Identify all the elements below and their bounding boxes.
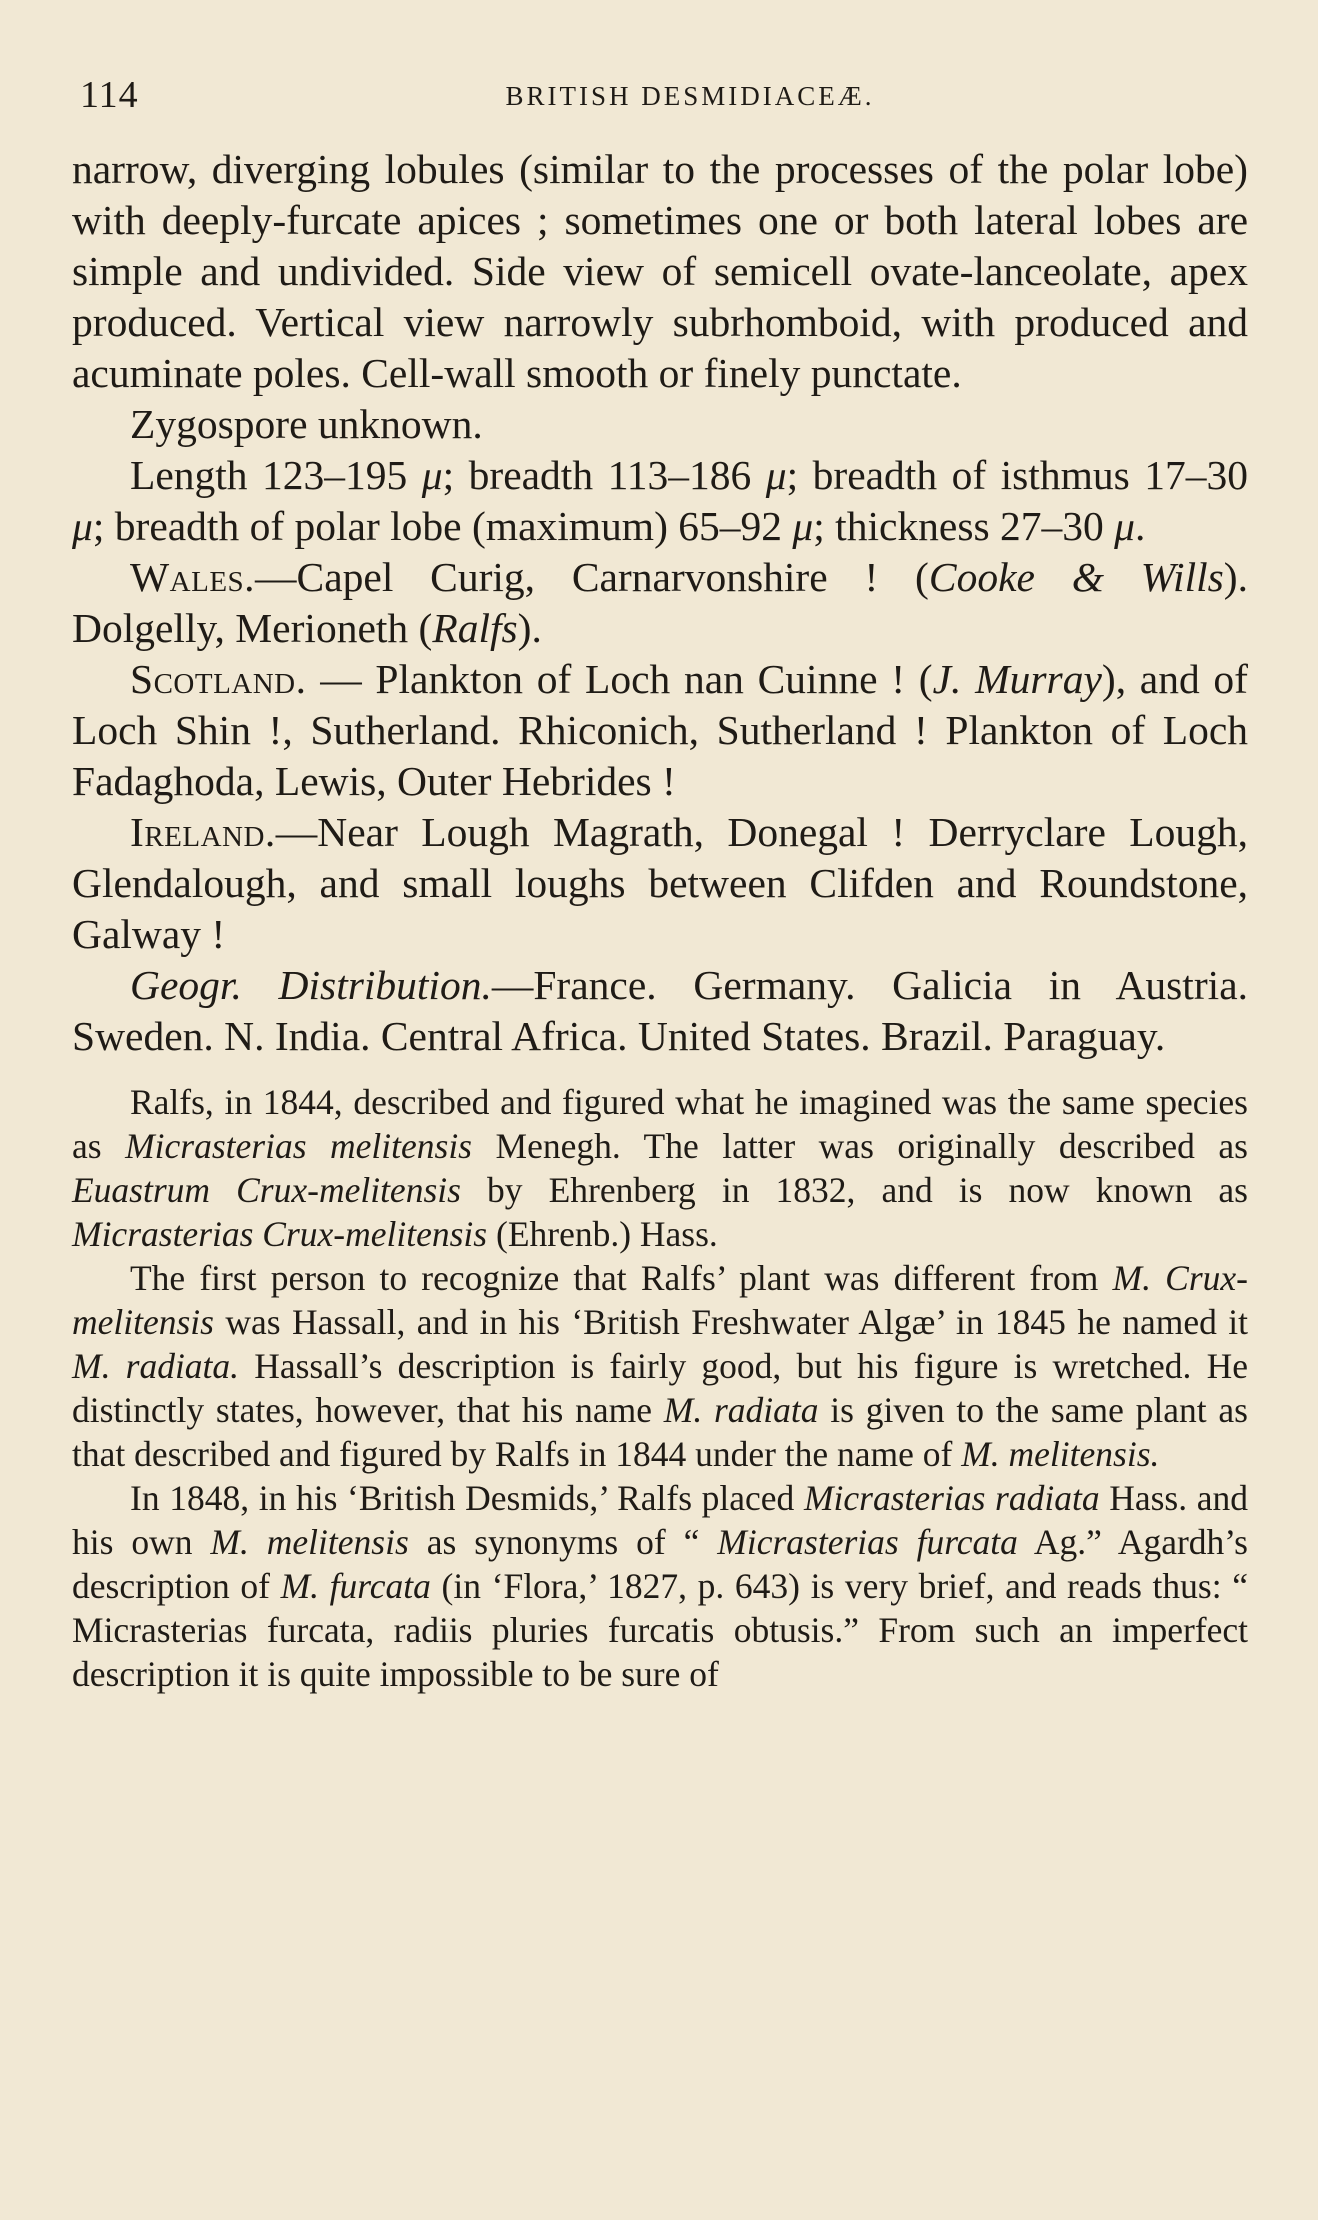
micron-symbol: μ [72,503,93,549]
micron-symbol: μ [765,452,787,498]
note-paragraph: In 1848, in his ‘British Desmids,’ Ralfs placed Micrasterias radiata Hass. and his own M. melitensis as synonyms of “ Micrasterias furcata Ag.” Agardh’s description of M. furcata (in ‘Flora,’ 1827, p. 643) is very brief, and reads thus: “ Micrasterias furcata, radiis pluries furcatis obtusis.” From such an imperfect description it is quite impossible to be sure of [72,1478,1249,1694]
scotland-locality: Scotland. — Plankton of Loch nan Cuinne ! (J. Murray), and of Loch Shin !, Sutherland. Rhiconich, Sutherland ! Plankton of Loch Fadaghoda, Lewis, Outer Hebrides ! [72,656,1249,804]
locality-label: Scotland. [130,656,307,702]
locality-label: Wales. [130,554,256,600]
note-paragraph: Ralfs, in 1844, described and figured what he imagined was the same species as Micrasterias melitensis Menegh. The latter was originally described as Euastrum Crux-melitensis by Ehrenberg in 1832, and is now known as Micrasterias Crux-melitensis (Ehrenb.) Hass. [72,1082,1248,1254]
geographic-distribution: Geogr. Distribution.—France. Germany. Galicia in Austria. Sweden. N. India. Central Africa. United States. Brazil. Paraguay. [72,962,1248,1059]
zygospore-paragraph: Zygospore unknown. [130,401,483,447]
page-header [72,72,1248,132]
wales-locality: Wales.—Capel Curig, Carnarvonshire ! (Cooke & Wills). Dolgelly, Merioneth (Ralfs). [72,554,1248,651]
note-paragraph: The first person to recognize that Ralfs’ plant was different from M. Crux-melitensis was Hassall, and in his ‘British Freshwater Algæ’ in 1845 he named it M. radiata. Hassall’s description is fairly good, but his figure is wretched. He distinctly states, however, that his name M. radiata is given to the same plant as that described and figured by Ralfs in 1844 under the name of M. melitensis. [72,1258,1248,1474]
locality-label: Ireland. [130,809,276,855]
species-description [72,144,1248,1062]
running-head: BRITISH DESMIDIACEÆ. [505,81,875,111]
distribution-label: Geogr. Distribution. [130,962,492,1008]
ireland-locality: Ireland.—Near Lough Magrath, Donegal ! Derryclare Lough, Glendalough, and small loughs between Clifden and Roundstone, Galway ! [72,809,1248,957]
dimensions-paragraph: Length 123–195 μ; breadth 113–186 μ; breadth of isthmus 17–30 μ; breadth of polar lobe (maximum) 65–92 μ; thickness 27–30 μ. [72,452,1248,549]
taxonomic-notes [72,1080,1248,1696]
page-number: 114 [80,74,139,116]
book-page [72,72,1248,2172]
description-paragraph: narrow, diverging lobules (similar to the processes of the polar lobe) with deeply-furcate apices ; sometimes one or both lateral lobes are simple and undivided. Side view of semicell ovate-lanceolate, apex produced. Vertical view narrowly subrhomboid, with produced and acuminate poles. Cell-wall smooth or finely punctate. [72,146,1248,396]
micron-symbol: μ [792,503,814,549]
micron-symbol: μ [1114,503,1135,549]
micron-symbol: μ [421,452,443,498]
